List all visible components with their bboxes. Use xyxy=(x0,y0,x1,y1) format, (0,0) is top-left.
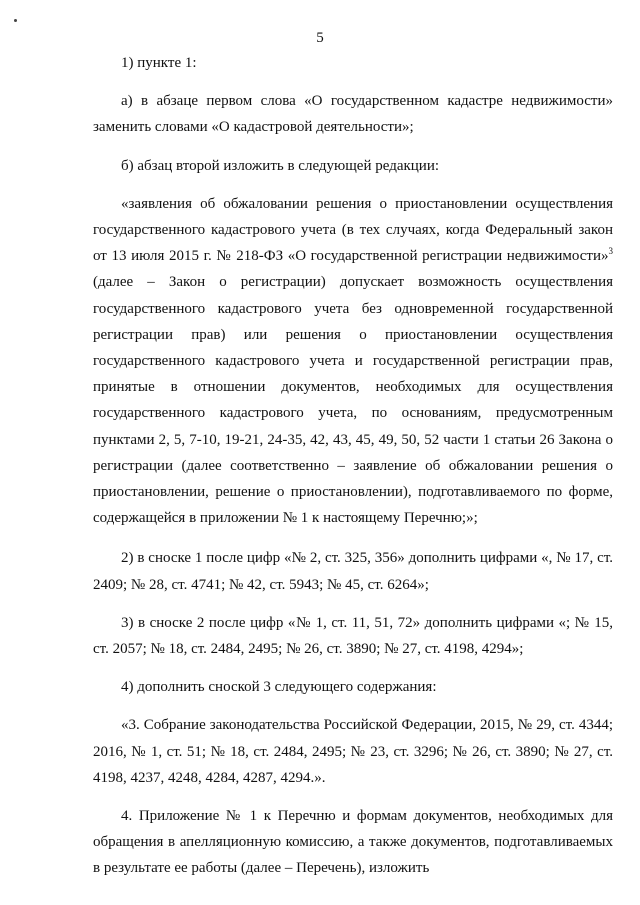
quoted-redaction-part-2: (далее – Закон о регистрации) допускает возможность осуществления государственного кадастрового учета без одновременной государственной регистрации прав) или решения о приостановлении осуществления государственного кадастрового учета и государственной регистрации прав, принятые в отношении документов, необходимых для осуществления государственного кадастрового учета, по основаниям, предусмотренным пунктами 2, 5, 7-10, 19-21, 24-35, 42, 43, 45, 49, 50, 52 части 1 статьи 26 Закона о регистрации (далее соответственно – заявление об обжаловании решения о приостановлении, решение о приостановлении), подготавливаемого по форме, содержащейся в приложении № 1 к настоящему Перечню;»; xyxy=(93,274,613,527)
page-number: 5 xyxy=(316,30,324,46)
document-body xyxy=(93,50,613,894)
paragraph-item-4: 4) дополнить сноской 3 следующего содержания: xyxy=(121,679,437,696)
paragraph-item-2: 2) в сноске 1 после цифр «№ 2, ст. 325, 356» дополнить цифрами «, № 17, ст. 2409; № 28, ст. 4741; № 42, ст. 5943; № 45, ст. 6264»; xyxy=(93,550,613,593)
quoted-redaction-part-1: «заявления об обжаловании решения о приостановлении осуществления государственного кадастрового учета (в тех случаях, когда Федеральный закон от 13 июля 2015 г. № 218-ФЗ «О государственной регистрации недвижимости» xyxy=(93,195,613,265)
paragraph-quoted-redaction xyxy=(93,191,613,532)
paragraph-footnote-3-text: «3. Собрание законодательства Российской Федерации, 2015, № 29, ст. 4344; 2016, № 1, ст. 51; № 18, ст. 2484, 2495; № 23, ст. 3296; № 26, ст. 3890; № 27, ст. 4198, 4237, 4248, 4284, 4287, 4294.». xyxy=(93,717,613,786)
paragraph-item-1a: а) в абзаце первом слова «О государственном кадастре недвижимости» заменить словами «О кадастровой деятельности»; xyxy=(93,93,613,136)
paragraph-item-3: 3) в сноске 2 после цифр «№ 1, ст. 11, 51, 72» дополнить цифрами «; № 15, ст. 2057; № 18, ст. 2484, 2495; № 26, ст. 3890; № 27, ст. 4198, 4294»; xyxy=(93,614,613,658)
scan-artifact-dot xyxy=(14,19,17,22)
paragraph-item-1: 1) пункте 1: xyxy=(121,55,197,71)
paragraph-section-4: 4. Приложение № 1 к Перечню и формам документов, необходимых для обращения в апелляционную комиссию, а также документов, подготавливаемых в результате ее работы (далее – Перечень), изложить xyxy=(93,808,613,877)
paragraph-item-1b: б) абзац второй изложить в следующей редакции: xyxy=(121,157,440,174)
footnote-marker-3: 3 xyxy=(608,246,613,257)
